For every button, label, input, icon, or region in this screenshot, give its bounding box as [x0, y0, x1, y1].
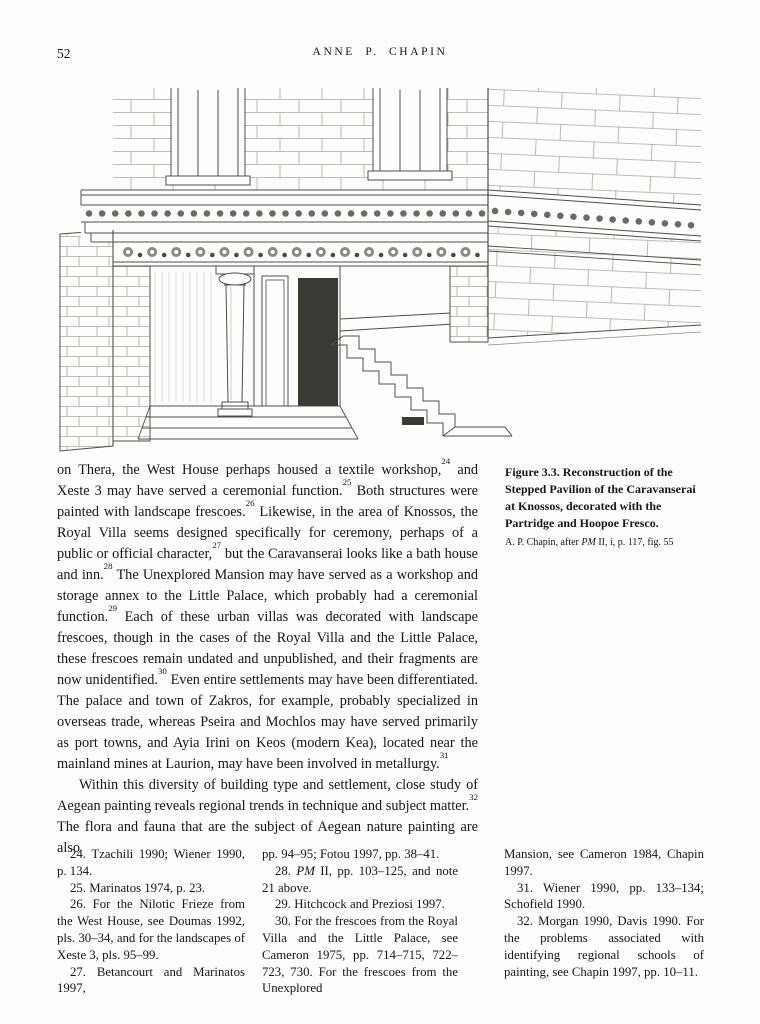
- footnote: 24. Tzachili 1990; Wiener 1990, p. 134.: [57, 847, 245, 878]
- cornice-front: [81, 190, 488, 242]
- footnote: 27. Betancourt and Marinatos 1997,: [57, 964, 245, 996]
- pier-left: [113, 266, 150, 441]
- footnote: 31. Wiener 1990, pp. 133–134; Schofield 1990.: [504, 880, 704, 912]
- footnote: 32. Morgan 1990, Davis 1990. For the problems associated with identifying regional schools of painting, see Chapin 1997, pp. 10–11.: [504, 914, 704, 979]
- footnote-continuation: pp. 94–95; Fotou 1997, pp. 38–41.: [262, 847, 440, 861]
- footnote: 28. PM II, pp. 103–125, and note 21 above.: [262, 863, 458, 895]
- masonry-wall-left: [60, 230, 113, 451]
- back-wall-doorways: [254, 266, 340, 406]
- footnote: 30. For the frescoes from the Royal Villa and the Little Palace, see Cameron 1975, pp. 714–715, 722–723, 730. For the frescoes from the Unexplored: [262, 914, 458, 996]
- window-opening-right: [368, 88, 452, 180]
- footnote-continuation: Mansion, see Cameron 1984, Chapin 1997.: [504, 847, 704, 878]
- pier-right: [450, 266, 488, 342]
- opening-hatching: [155, 272, 211, 402]
- figure-caption-source: A. P. Chapin, after PM II, i, p. 117, fig. 55: [505, 537, 674, 548]
- figure-caption-title: Figure 3.3. Reconstruction of the Stepped Pavilion of the Caravanserai at Knossos, decorated with the Partridge and Hoopoe Fresco.: [505, 465, 696, 530]
- body-text-column: [57, 455, 479, 859]
- footnote: 26. For the Nilotic Frieze from the West House, see Doumas 1992, pls. 30–34, and for the landscapes of Xeste 3, pls. 95–99.: [57, 897, 245, 962]
- footnote: 25. Marinatos 1974, p. 23.: [70, 880, 206, 895]
- footnotes-column-1: [57, 846, 245, 997]
- footnote: 29. Hitchcock and Preziosi 1997.: [275, 897, 445, 912]
- upper-facade: [113, 88, 488, 190]
- window-opening-left: [166, 88, 250, 185]
- running-head-title: ANNE P. CHAPIN: [312, 46, 448, 58]
- page-header: [0, 46, 760, 66]
- stepped-staircase: [331, 336, 512, 436]
- page-number: 52: [57, 46, 71, 61]
- footnotes-column-3: [504, 846, 704, 980]
- body-paragraph: on Thera, the West House perhaps housed a textile workshop,$^{24}$ and Xeste 3 may have served a ceremonial function.$^{25}$ Both structures were painted with landscape frescoes.$^{26}$ Likewise, in the area of Knossos, the Royal Villa seems designed specifically for ceremony, perhaps of a public or official character,$^{27}$ but the Caravanserai looks like a bath house and inn.$^{28}$ The Unexplored Mansion may have served as a workshop and storage annex to the Little Palace, which probably had a ceremonial function.$^{29}$ Each of these urban villas was decorated with landscape frescoes, though in the cases of the Royal Villa and the Little Palace, these frescoes remain undated and unpublished, and their fragments are now unidentified.$^{30}$ Even entire settlements may have been differentiated. The palace and town of Zakros, for example, probably specialized in overseas trade, whereas Pseira and Mochlos may have served primarily as port towns, and Ayia Irini on Keos (modern Kea), located near the mainland mines at Laurion, may have been involved in metallurgy.$^{31}$: [57, 455, 479, 772]
- fresco-frieze-band: [113, 242, 488, 266]
- footnotes-column-2: [262, 846, 458, 997]
- figure-3-3-illustration: [58, 86, 703, 454]
- body-paragraph: Within this diversity of building type and settlement, close study of Aegean painting reveals regional trends in technique and subject matter.$^{32}$ The flora and fauna that are the subject of Aegean nature painting are also: [57, 777, 478, 856]
- figure-caption: [505, 464, 703, 550]
- minoan-column: [216, 266, 254, 416]
